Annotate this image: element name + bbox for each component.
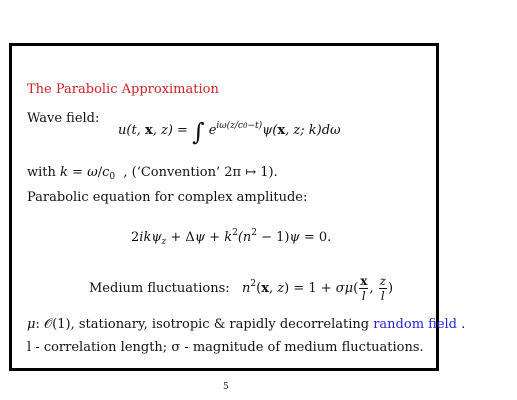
with-text: with [27,165,56,180]
page-number: 5 [223,382,229,392]
medium-label: Medium fluctuations: [89,281,230,296]
medium-fluctuations-line: Medium fluctuations: $n^2(x$, z) = 1 + σμ( $\frac{x}{l}$ , $\frac{z}{l}$ ) [89,274,394,303]
parabolic-label: Parabolic equation for complex amplitude: [27,190,308,205]
correlation-length-line: l - correlation length; σ - magnitude of medium fluctuations. [27,340,424,355]
slide-title: The Parabolic Approximation [27,82,219,97]
wave-field-equation: u(t, x, z) = ∫ $e^{i\omega(z/c0-t)}\psi(x$, z; k)dω [118,118,341,146]
wavenumber-line: with $k = \omega/c_0$ , (‘Convention’ 2π ↦ 1). [27,165,278,182]
wave-field-label: Wave field: [27,111,100,126]
mu-desc-prefix: : 𝒪(1), stationary, isotropic & rapidly decorrelating [35,317,370,332]
mu-desc-suffix: . [461,317,466,332]
random-field-link[interactable]: random field [373,317,457,332]
convention-text: , (‘Convention’ 2π ↦ 1). [123,165,278,180]
mu-description: μ: 𝒪(1), stationary, isotropic & rapidly decorrelating random field . [27,317,466,332]
parabolic-equation: $2ik\psi_z + \Delta\psi + k^2(n^2 - 1)\psi = 0$. [131,228,332,247]
